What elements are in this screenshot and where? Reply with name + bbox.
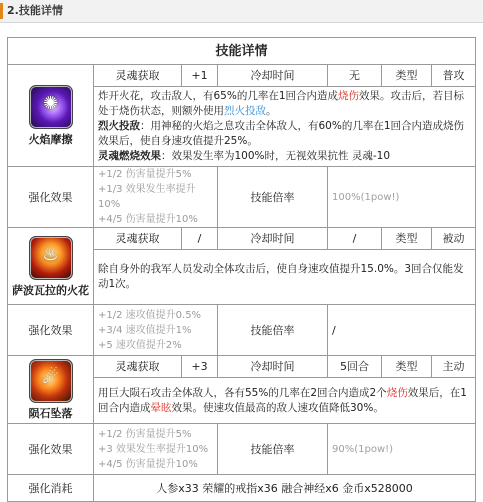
skill-details-table [7, 37, 476, 502]
enhance-label: 强化效果 [8, 305, 94, 356]
desc-text: ：效果发生率为100%时，无视效果抗性 灵魂-10 [161, 150, 391, 162]
skill-3-soul: +3 [182, 356, 218, 378]
skill-3-multiplier: 90%(1pow!) [328, 424, 476, 475]
burn-keyword: 烧伤 [338, 90, 360, 102]
consume-value: 人参x33 荣耀的戒指x36 融合神经x6 金币x528000 [94, 475, 476, 502]
skill-1-multiplier: 100%(1pow!) [328, 167, 476, 228]
skill-1-description [94, 87, 476, 167]
skill-1-cooldown: 无 [328, 65, 382, 87]
multiplier-label: 技能倍率 [218, 167, 328, 228]
skill-2-cooldown: / [328, 228, 382, 250]
skill-1-cell [8, 65, 94, 167]
multiplier-label: 技能倍率 [218, 305, 328, 356]
desc-text: 用巨大陨石攻击全体敌人，各有55%的几率在2回合内造成2个 [98, 386, 387, 399]
section-accent-bar [0, 3, 3, 19]
skill-1-type: 普攻 [432, 65, 476, 87]
meteor-icon: ☄ [29, 359, 73, 403]
skill-2-multiplier: / [328, 305, 476, 356]
cooldown-label: 冷却时间 [218, 65, 328, 87]
enhance-item: +3/4 速攻值提升1% [98, 324, 192, 336]
skill-3-type: 主动 [432, 356, 476, 378]
skill-3-name: 陨石坠落 [28, 407, 73, 420]
desc-text: 效果后，在1回合内造成 [98, 386, 467, 414]
skill-2-type: 被动 [432, 228, 476, 250]
skill-2-enhance-list [94, 305, 218, 356]
skill-1-soul: +1 [182, 65, 218, 87]
desc-text: ：用神秘的火焰之息攻击全体敌人，有60%的几率在1回合内造成烧伤效果后，使自身速攻值提升25%。 [98, 120, 465, 147]
soul-label: 灵魂获取 [94, 356, 182, 378]
soul-label: 灵魂获取 [94, 65, 182, 87]
skill-3-cooldown: 5回合 [328, 356, 382, 378]
skill-1-enhance-list [94, 167, 218, 228]
table-title: 技能详情 [8, 38, 476, 65]
type-label: 类型 [382, 228, 432, 250]
enhance-item: +5 速攻值提升2% [98, 339, 182, 351]
cooldown-label: 冷却时间 [218, 228, 328, 250]
soul-burn-keyword: 灵魂燃烧效果 [98, 150, 161, 162]
desc-text: 炸开火花，攻击敌人，有65%的几率在1回合内造成 [98, 90, 339, 102]
stun-keyword: 晕眩 [150, 401, 172, 414]
skill-3-cell [8, 356, 94, 424]
skill-1-name: 火焰摩擦 [28, 133, 73, 146]
desc-text: 。 [266, 105, 277, 117]
skill-2-description [94, 250, 476, 305]
fire-throw-keyword: 烈火投敌 [98, 120, 140, 132]
skill-3-enhance-list [94, 424, 218, 475]
enhance-item: +1/2 速攻值提升0.5% [98, 309, 202, 321]
purple-fire-icon: ✺ [29, 85, 73, 129]
multiplier-label: 技能倍率 [218, 424, 328, 475]
type-label: 类型 [382, 356, 432, 378]
enhance-item: +1/3 效果发生率提升10% [98, 184, 196, 210]
fire-throw-link[interactable]: 烈火投敌 [224, 105, 266, 117]
skill-2-soul: / [182, 228, 218, 250]
section-header [0, 0, 483, 23]
enhance-item: +4/5 伤害量提升10% [98, 458, 198, 470]
enhance-label: 强化效果 [8, 424, 94, 475]
enhance-item: +1/2 伤害量提升5% [98, 428, 192, 440]
enhance-label: 强化效果 [8, 167, 94, 228]
type-label: 类型 [382, 65, 432, 87]
enhance-item: +3 效果发生率提升10% [98, 443, 209, 455]
section-title: 2.技能详情 [7, 4, 63, 17]
skill-2-name: 萨波瓦拉的火花 [12, 283, 89, 297]
desc-text: 效果。攻击后，若目标处于烧伤状态，则额外使用 [98, 90, 465, 117]
enhance-item: +4/5 伤害量提升10% [98, 214, 198, 225]
desc-text: 效果。使速攻值最高的敌人速攻值降低30%。 [171, 401, 384, 414]
enhance-item: +1/2 伤害量提升5% [98, 169, 192, 180]
skill-3-description [94, 378, 476, 424]
burn-keyword: 烧伤 [386, 386, 408, 399]
desc-text: 除自身外的我军人员发动全体攻击后，使自身速攻值提升15.0%。3回合仅能发动1次。 [98, 263, 464, 290]
skill-2-cell [8, 228, 94, 305]
cooldown-label: 冷却时间 [218, 356, 328, 378]
soul-label: 灵魂获取 [94, 228, 182, 250]
consume-label: 强化消耗 [8, 475, 94, 502]
flame-figure-icon: ♨ [29, 236, 73, 280]
